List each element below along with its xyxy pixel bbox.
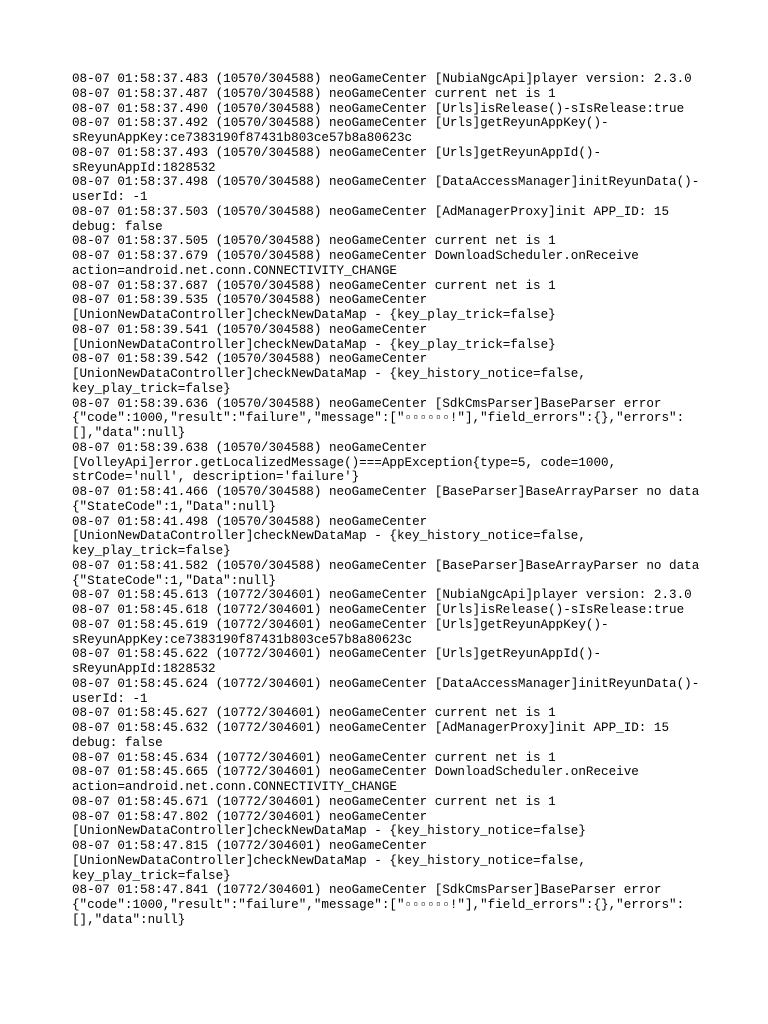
log-line: [VolleyApi]error.getLocalizedMessage()===AppException{type=5, code=1000, (72, 455, 617, 470)
log-line: [],"data":null} (72, 426, 186, 440)
log-document (72, 72, 712, 928)
log-line: {"StateCode":1,"Data":null} (72, 573, 277, 588)
log-line: 08-07 01:58:39.542 (10570/304588) neoGameCenter (72, 352, 428, 367)
log-line: 08-07 01:58:37.687 (10570/304588) neoGameCenter current net is 1 (72, 278, 556, 293)
log-line: userId: -1 (72, 691, 148, 706)
log-line: key_play_trick=false} (72, 868, 231, 883)
log-line: strCode='null', description='failure'} (72, 470, 360, 485)
log-line: 08-07 01:58:37.503 (10570/304588) neoGameCenter [AdManagerProxy]init APP_ID: 15 (72, 204, 670, 219)
log-line: [UnionNewDataController]checkNewDataMap - {key_history_notice=false} (72, 824, 586, 839)
log-line: {"code":1000,"result":"failure","message":["▫▫▫▫▫▫!"],"field_errors":{},"errors": (72, 898, 685, 912)
log-line: [UnionNewDataController]checkNewDataMap - {key_history_notice=false, (72, 367, 586, 381)
log-line: 08-07 01:58:45.619 (10772/304601) neoGameCenter [Urls]getReyunAppKey()- (72, 617, 609, 632)
log-line: debug: false (72, 219, 163, 234)
log-line: 08-07 01:58:45.627 (10772/304601) neoGameCenter current net is 1 (72, 706, 556, 721)
log-line: 08-07 01:58:45.632 (10772/304601) neoGameCenter [AdManagerProxy]init APP_ID: 15 (72, 721, 670, 735)
log-line: 08-07 01:58:37.492 (10570/304588) neoGameCenter [Urls]getReyunAppKey()- (72, 116, 609, 131)
log-line: key_play_trick=false} (72, 381, 231, 396)
log-line: 08-07 01:58:47.802 (10772/304601) neoGameCenter (72, 809, 428, 824)
log-line: 08-07 01:58:41.466 (10570/304588) neoGameCenter [BaseParser]BaseArrayParser no data (72, 485, 700, 499)
log-line: 08-07 01:58:47.815 (10772/304601) neoGameCenter (72, 839, 428, 853)
log-line: [],"data":null} (72, 912, 186, 927)
log-line: 08-07 01:58:45.634 (10772/304601) neoGameCenter current net is 1 (72, 750, 556, 765)
log-line: 08-07 01:58:37.493 (10570/304588) neoGameCenter [Urls]getReyunAppId()- (72, 145, 602, 160)
log-line: 08-07 01:58:39.535 (10570/304588) neoGameCenter (72, 293, 428, 308)
log-line: 08-07 01:58:39.638 (10570/304588) neoGameCenter (72, 440, 428, 455)
log-line: 08-07 01:58:45.613 (10772/304601) neoGameCenter [NubiaNgcApi]player version: 2.3.0 (72, 588, 692, 603)
log-line: 08-07 01:58:45.671 (10772/304601) neoGameCenter current net is 1 (72, 794, 556, 809)
log-line: debug: false (72, 735, 163, 750)
log-line: userId: -1 (72, 190, 148, 204)
log-line: 08-07 01:58:41.582 (10570/304588) neoGameCenter [BaseParser]BaseArrayParser no data (72, 558, 700, 573)
log-line: 08-07 01:58:45.622 (10772/304601) neoGameCenter [Urls]getReyunAppId()- (72, 647, 602, 662)
log-line: 08-07 01:58:37.498 (10570/304588) neoGameCenter [DataAccessManager]initReyunData()- (72, 175, 700, 190)
log-line: 08-07 01:58:37.679 (10570/304588) neoGameCenter DownloadScheduler.onReceive (72, 249, 639, 263)
log-line: 08-07 01:58:45.624 (10772/304601) neoGameCenter [DataAccessManager]initReyunData()- (72, 676, 700, 691)
log-line: {"code":1000,"result":"failure","message":["▫▫▫▫▫▫!"],"field_errors":{},"errors": (72, 411, 685, 426)
log-line: sReyunAppId:1828532 (72, 662, 216, 676)
log-line: 08-07 01:58:37.505 (10570/304588) neoGameCenter current net is 1 (72, 234, 556, 249)
log-line: action=android.net.conn.CONNECTIVITY_CHANGE (72, 780, 397, 794)
log-line: action=android.net.conn.CONNECTIVITY_CHANGE (72, 263, 397, 278)
log-line: 08-07 01:58:41.498 (10570/304588) neoGameCenter (72, 514, 428, 529)
log-line: 08-07 01:58:37.490 (10570/304588) neoGameCenter [Urls]isRelease()-sIsRelease:true (72, 101, 685, 116)
log-line: 08-07 01:58:37.483 (10570/304588) neoGameCenter [NubiaNgcApi]player version: 2.3.0 (72, 72, 692, 86)
log-line: 08-07 01:58:39.636 (10570/304588) neoGameCenter [SdkCmsParser]BaseParser error (72, 396, 662, 411)
log-line: key_play_trick=false} (72, 544, 231, 558)
log-line: 08-07 01:58:37.487 (10570/304588) neoGameCenter current net is 1 (72, 86, 556, 101)
log-line: [UnionNewDataController]checkNewDataMap - {key_play_trick=false} (72, 337, 556, 352)
log-line: sReyunAppId:1828532 (72, 160, 216, 175)
log-line: sReyunAppKey:ce7383190f87431b803ce57b8a80623c (72, 131, 413, 145)
log-line: 08-07 01:58:47.841 (10772/304601) neoGameCenter [SdkCmsParser]BaseParser error (72, 883, 662, 898)
log-line: 08-07 01:58:39.541 (10570/304588) neoGameCenter (72, 322, 428, 337)
log-line: {"StateCode":1,"Data":null} (72, 499, 277, 514)
log-line: [UnionNewDataController]checkNewDataMap - {key_play_trick=false} (72, 308, 556, 322)
log-line: 08-07 01:58:45.618 (10772/304601) neoGameCenter [Urls]isRelease()-sIsRelease:true (72, 603, 685, 617)
log-line: [UnionNewDataController]checkNewDataMap - {key_history_notice=false, (72, 529, 586, 544)
log-line: [UnionNewDataController]checkNewDataMap - {key_history_notice=false, (72, 853, 586, 868)
log-line: sReyunAppKey:ce7383190f87431b803ce57b8a80623c (72, 632, 413, 647)
log-line: 08-07 01:58:45.665 (10772/304601) neoGameCenter DownloadScheduler.onReceive (72, 765, 639, 780)
